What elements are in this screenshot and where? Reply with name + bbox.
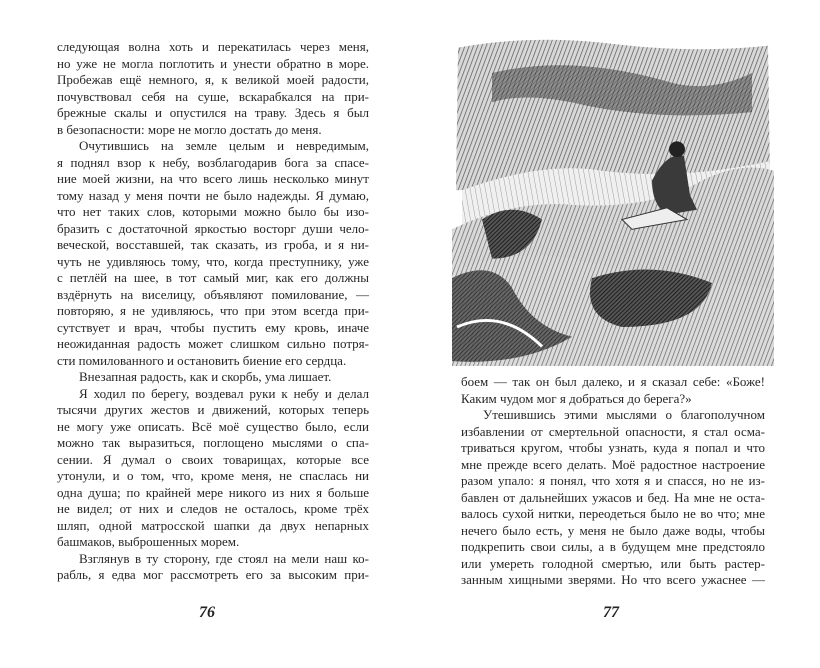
text-line: боем — так он был далеко, и я сказал себе: «Боже!	[461, 374, 765, 389]
text-line: можно так выразиться, поглощено мыслями о спа-	[57, 435, 369, 450]
text-line: нечего было есть, у меня не было даже воды, чтобы	[461, 522, 765, 538]
text-line: бавлен от дальнейших ужасов и бед. На мне не оста-	[461, 489, 765, 505]
page-number-right: 77	[603, 604, 619, 621]
text-line: шляп, одной матросской шапки да двух непарных	[57, 517, 369, 533]
text-line: но уже не могла поглотить и унести обратно в море.	[57, 55, 369, 71]
text-line: или умереть голодной смертью, или быть растер-	[461, 555, 765, 571]
text-line: неожиданная радость может слишком сильно потря-	[57, 336, 369, 351]
text-line: избавлении от смертельной опасности, я стал осма-	[461, 423, 765, 439]
text-line: бразить с достаточной яркостью восторг души чело-	[57, 220, 369, 236]
text-line: в безопасности: море не могло достать до меня.	[57, 121, 322, 137]
text-line: не видел; от них и следов не осталось, кроме трёх	[57, 501, 369, 516]
text-line: почувствовал себя на суше, вскарабкался на при-	[57, 88, 369, 104]
text-line: брежные скалы и опустился на траву. Здесь я был	[57, 105, 369, 120]
text-line: вздёрнуть на виселицу, объявляют помилование, —	[57, 286, 369, 302]
text-line: утонули, и о том, что, кроме меня, не спаслась ни	[57, 468, 369, 483]
text-line: сти помилованного и остановить биение его сердца.	[57, 352, 347, 368]
text-line: триваться кругом, чтобы узнать, куда я попал и что	[461, 440, 765, 455]
text-line: я поднял взор к небу, возблагодарив бога за спасе-	[57, 154, 369, 170]
text-line: Каким чудом мог я добраться до берега?»	[461, 390, 692, 406]
text-line: сутствует и врач, чтобы пустить ему кровь, иначе	[57, 319, 369, 335]
text-line: Внезапная радость, как и скорбь, ума лишает.	[79, 369, 332, 384]
left-page-text	[57, 39, 369, 584]
text-line: Утешившись этими мыслями о благополучном	[483, 407, 765, 422]
text-line: одна душа; по крайней мере никого из них я больше	[57, 484, 369, 500]
text-line: следующая волна хоть и перекатилась через меня,	[57, 39, 369, 54]
text-line: повторяю, я не удивляюсь, что при этом всегда при-	[57, 303, 369, 318]
text-line: валось сухой нитки, переодеться было не во что; мне	[461, 506, 765, 521]
text-line: Взглянув в ту сторону, где стоял на мели наш ко-	[79, 550, 369, 566]
text-line: тому назад у меня почти не было надежды. Я думаю,	[57, 187, 369, 203]
text-line: занным хищными зверями. Но что всего ужаснее —	[461, 572, 765, 587]
text-line: сении. Я думал о своих товарищах, которые все	[57, 451, 369, 467]
right-page-text	[461, 374, 765, 589]
text-line: чуть не удивляюсь тому, что, когда преступнику, уже	[57, 253, 369, 269]
text-line: башмаков, выброшенных морем.	[57, 534, 240, 549]
text-line: мне прежде всего делать. Моё радостное настроение	[461, 456, 765, 472]
text-line: разом упало: я понял, что хотя я и спасся, но не из-	[461, 473, 765, 488]
text-line: Очутившись на земле целым и невредимым,	[79, 138, 369, 153]
text-line: тысячи других жестов и движений, которых теперь	[57, 402, 369, 417]
text-line: рабль, я едва мог рассмотреть его за высоким при-	[57, 567, 369, 582]
text-line: Я ходил по берегу, воздевал руки к небу и делал	[79, 385, 369, 401]
text-line: ние моей жизни, на что всего лишь несколько минут	[57, 171, 369, 186]
text-line: веческой, восставшей, так сказать, из гроба, и я ни-	[57, 237, 369, 252]
text-line: что нет таких слов, которыми можно было бы изо-	[57, 204, 369, 219]
page-number-left: 76	[199, 604, 215, 621]
text-line: подкрепить свои силы, а в будущем мне предстояло	[461, 539, 765, 554]
text-line: Пробежав ещё немного, я, к великой моей радости,	[57, 72, 369, 87]
engraving-illustration-castaway-on-shore	[452, 34, 774, 366]
text-line: с петлёй на шее, в тот самый миг, как его должны	[57, 270, 369, 285]
text-line: не могу уже описать. Всё моё существо было, если	[57, 418, 369, 434]
